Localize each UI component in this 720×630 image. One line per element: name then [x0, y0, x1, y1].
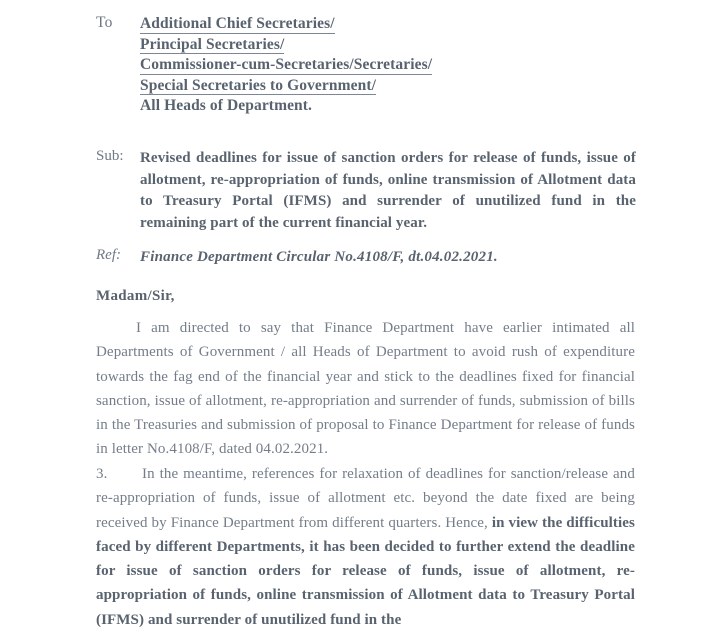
to-label: To	[96, 14, 113, 31]
paragraph-number: 3.	[96, 466, 108, 482]
addressee-line	[140, 14, 656, 35]
subject-label: Sub:	[96, 148, 124, 164]
reference-label: Ref:	[96, 247, 121, 263]
body-paragraph-3	[96, 462, 635, 630]
addressee-text: Principal Secretaries/	[140, 35, 285, 53]
paragraph-text: I am directed to say that Finance Department have earlier intimated all Departments of Government / all Heads of Department to avoid rush of expenditure towards the fag end of the financial year and stick to the deadlines fixed for financial sanction, issue of allotment, re-appropriation and surrender of funds, submission of bills in the Treasuries and submission of proposal to Finance Department for release of funds in letter No.4108/F, dated 04.02.2021.	[96, 320, 635, 458]
addressee-text: Special Secretaries to Government/	[140, 76, 376, 94]
addressee-line	[140, 35, 656, 56]
reference-block	[96, 247, 636, 268]
paragraph-text-bold: in view the difficulties faced by different Departments, it has been decided to further extend the deadline for issue of sanction orders for release of funds, issue of allotment, re-appropriation of funds, online transmission of Allotment data to Treasury Portal (IFMS) and surrender of unutilized fund in the	[96, 514, 635, 628]
addressee-text: All Heads of Department.	[140, 97, 313, 114]
addressee-line	[140, 96, 656, 117]
addressee-text: Additional Chief Secretaries/	[140, 15, 335, 32]
addressee-block	[96, 14, 656, 117]
addressee-line	[140, 76, 656, 97]
paragraph-text-regular: In the meantime, references for relaxation of deadlines for sanction/release and re-appropriation of funds, issue of allotment etc. beyond the date fixed are being received by Finance Department from different quarters. Hence,	[96, 466, 635, 531]
addressee-text: Commissioner-cum-Secretaries/Secretaries/	[140, 56, 433, 73]
reference-text: Finance Department Circular No.4108/F, dt.04.02.2021.	[140, 249, 498, 265]
salutation: Madam/Sir,	[96, 288, 175, 304]
subject-block	[96, 148, 636, 234]
body-paragraph-1	[96, 316, 635, 462]
addressee-list	[140, 14, 656, 117]
addressee-line	[140, 55, 656, 76]
subject-text: Revised deadlines for issue of sanction orders for release of funds, issue of allotment, re-appropriation of funds, online transmission of Allotment data to Treasury Portal (IFMS) and surrender of unutilized fund in the remaining part of the current financial year.	[140, 150, 636, 231]
